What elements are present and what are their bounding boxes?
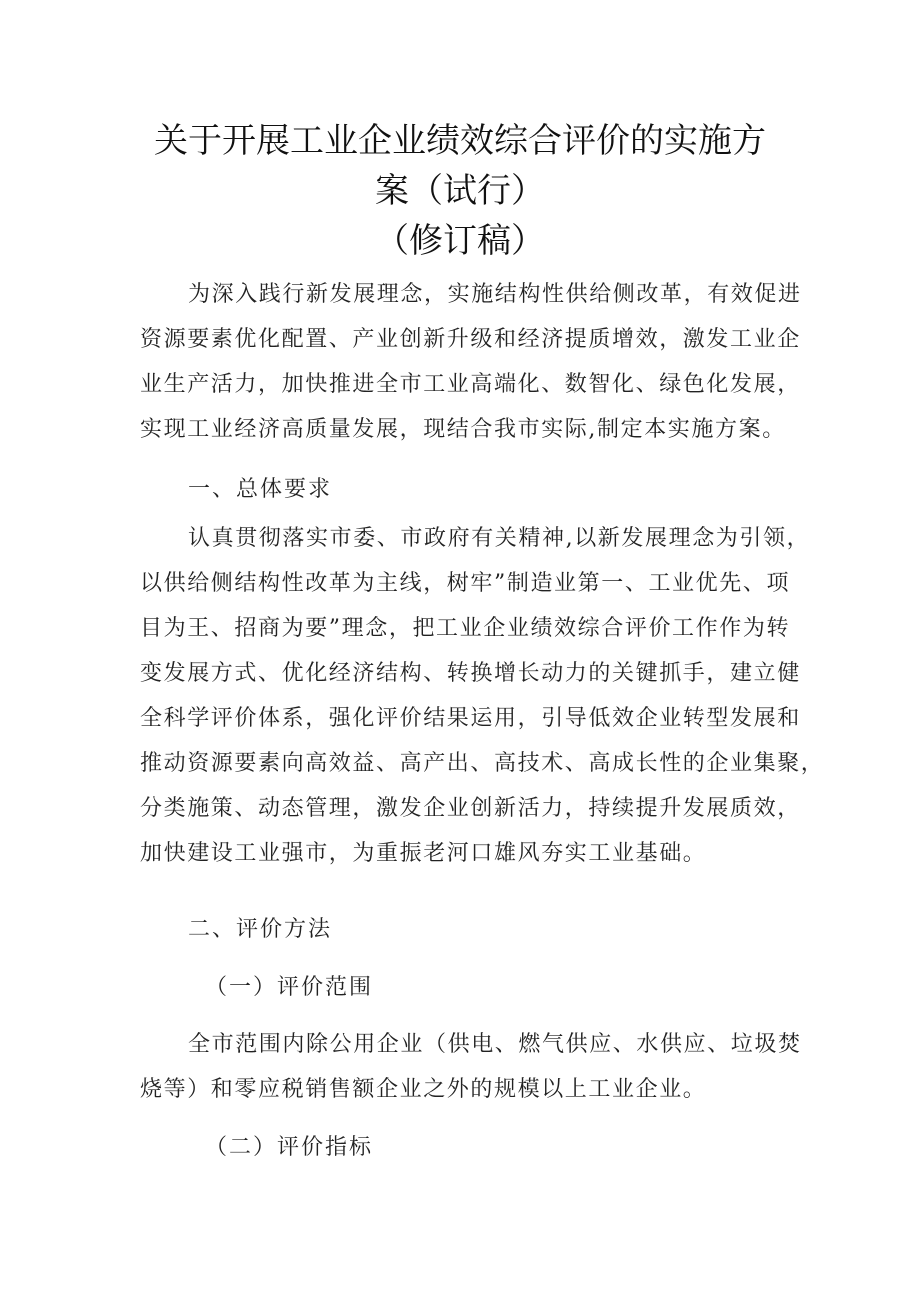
paragraph-line: 认真贯彻落实市委、市政府有关精神,以新发展理念为引领， — [188, 526, 811, 551]
subsection-heading-1: （一）评价范围 — [205, 975, 374, 1000]
paragraph-line: 为深入践行新发展理念，实施结构性供给侧改革，有效促进 — [188, 282, 802, 307]
subsection-heading-2: （二）评价指标 — [205, 1135, 374, 1160]
subsection1-paragraph — [140, 1022, 802, 1112]
paragraph-line: 推动资源要素向高效益、高产出、高技术、高成长性的企业集聚， — [140, 751, 825, 776]
paragraph-line: 实现工业经济高质量发展，现结合我市实际,制定本实施方案。 — [140, 417, 786, 442]
paragraph-line: 烧等）和零应税销售额企业之外的规模以上工业企业。 — [140, 1077, 707, 1102]
paragraph-line: 目为王、招商为要”理念，把工业企业绩效综合评价工作作为转 — [140, 616, 791, 641]
section-heading-2: 二、评价方法 — [188, 917, 333, 942]
title-line-1: 关于开展工业企业绩效综合评价的实施方 — [154, 121, 766, 161]
paragraph-line: 变发展方式、优化经济结构、转换增长动力的关键抓手，建立健 — [140, 661, 801, 686]
title-line-3: （修订稿） — [375, 221, 545, 261]
paragraph-line: 资源要素优化配置、产业创新升级和经济提质增效，激发工业企 — [140, 327, 801, 352]
paragraph-line: 分类施策、动态管理，激发企业创新活力，持续提升发展质效， — [140, 796, 801, 821]
intro-paragraph — [140, 272, 802, 452]
document-title — [150, 116, 770, 266]
paragraph-line: 全科学评价体系，强化评价结果运用，引导低效企业转型发展和 — [140, 706, 801, 731]
title-line-2: 案（试行） — [375, 171, 545, 211]
paragraph-line: 以供给侧结构性改革为主线，树牢”制造业第一、工业优先、项 — [140, 571, 791, 596]
paragraph-line: 业生产活力，加快推进全市工业高端化、数智化、绿色化发展， — [140, 372, 801, 397]
section1-paragraph — [140, 516, 825, 876]
paragraph-line: 全市范围内除公用企业（供电、燃气供应、水供应、垃圾焚 — [188, 1032, 802, 1057]
paragraph-line: 加快建设工业强市，为重振老河口雄风夯实工业基础。 — [140, 841, 707, 866]
section-heading-1: 一、总体要求 — [188, 477, 333, 502]
